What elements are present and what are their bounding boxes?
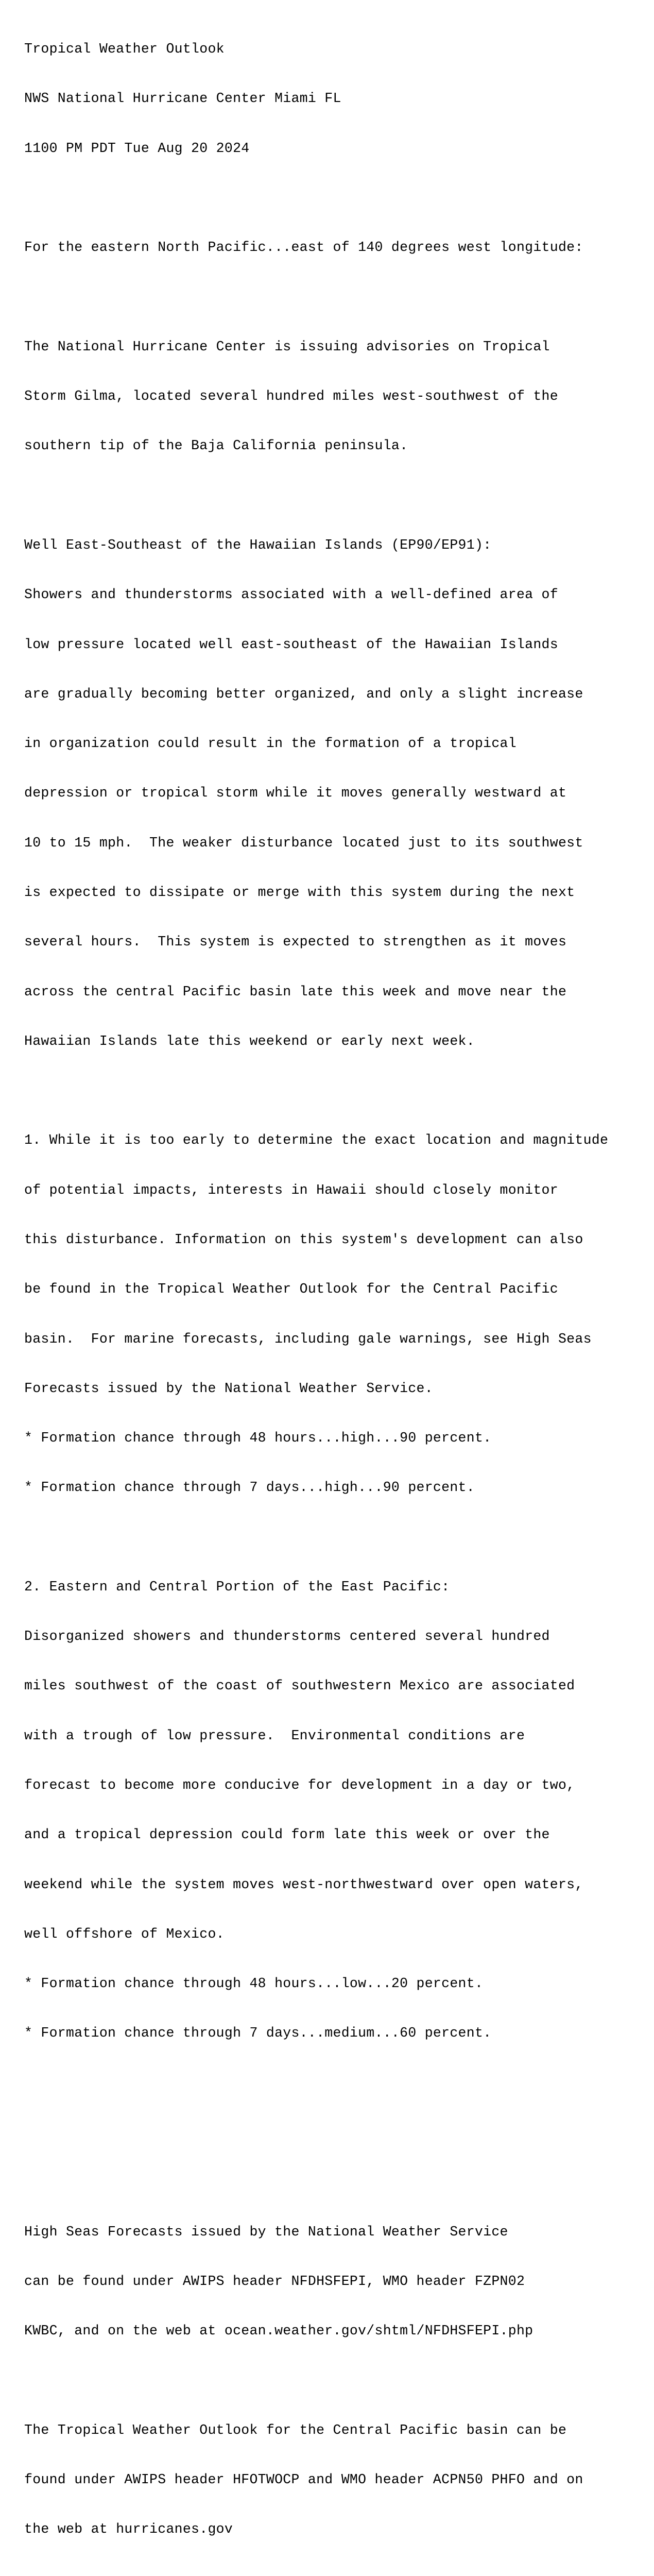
item2-line: weekend while the system moves west-northwestward over open waters, [24,1876,583,1892]
item1-line: be found in the Tropical Weather Outlook for the Central Pacific [24,1281,558,1297]
well-section-line: 10 to 15 mph. The weaker disturbance located just to its southwest [24,835,583,851]
well-section-line: depression or tropical storm while it moves generally westward at [24,785,567,801]
item2-heading: 2. Eastern and Central Portion of the East Pacific: [24,1579,450,1595]
item1-line: 1. While it is too early to determine the exact location and magnitude [24,1132,609,1148]
intro-line: Storm Gilma, located several hundred miles west-southwest of the [24,388,558,404]
well-section-line: in organization could result in the formation of a tropical [24,736,517,752]
high-seas-line: KWBC, and on the web at ocean.weather.gov/shtml/NFDHSFEPI.php [24,2323,533,2339]
central-pacific-line: the web at hurricanes.gov [24,2521,233,2537]
central-pacific-line: found under AWIPS header HFOTWOCP and WMO header ACPN50 PHFO and on [24,2471,583,2487]
item1-line: this disturbance. Information on this system's development can also [24,1231,583,1247]
well-section-line: is expected to dissipate or merge with this system during the next [24,884,575,900]
item2-line: miles southwest of the coast of southwestern Mexico are associated [24,1678,575,1694]
doc-title: Tropical Weather Outlook [24,41,225,57]
item2-line: well offshore of Mexico. [24,1926,225,1942]
well-section-line: Hawaiian Islands late this weekend or early next week. [24,1033,475,1049]
item1-line: of potential impacts, interests in Hawaii should closely monitor [24,1182,558,1198]
blank-line [24,2372,650,2388]
blank-line [24,2174,650,2190]
high-seas-line: High Seas Forecasts issued by the National Weather Service [24,2224,508,2240]
issue-time: 1100 PM PDT Tue Aug 20 2024 [24,140,250,156]
well-section-line: low pressure located well east-southeast of the Hawaiian Islands [24,636,558,652]
central-pacific-line: The Tropical Weather Outlook for the Central Pacific basin can be [24,2422,567,2438]
blank-line [24,2571,650,2576]
blank-line [24,2075,650,2091]
item2-line: and a tropical depression could form late this week or over the [24,1827,550,1843]
item1-chance-48h: * Formation chance through 48 hours...high...90 percent. [24,1430,492,1446]
well-section-line: several hours. This system is expected to strengthen as it moves [24,934,567,950]
blank-line [24,190,650,206]
well-section-line: across the central Pacific basin late this week and move near the [24,984,567,999]
item2-chance-7d: * Formation chance through 7 days...medium...60 percent. [24,2025,492,2041]
well-section-line: are gradually becoming better organized, and only a slight increase [24,686,583,702]
outlook-document [24,8,650,2576]
item1-line: basin. For marine forecasts, including gale warnings, see High Seas [24,1331,592,1347]
blank-line [24,1082,650,1099]
item2-line: Disorganized showers and thunderstorms centered several hundred [24,1629,550,1645]
item2-line: with a trough of low pressure. Environmental conditions are [24,1727,525,1743]
issuing-office: NWS National Hurricane Center Miami FL [24,91,341,107]
blank-line [24,487,650,504]
intro-line: The National Hurricane Center is issuing advisories on Tropical [24,338,550,354]
blank-line [24,1529,650,1546]
blank-line [24,289,650,306]
high-seas-line: can be found under AWIPS header NFDHSFEPI, WMO header FZPN02 [24,2273,525,2289]
blank-line [24,2124,650,2141]
well-section-line: Showers and thunderstorms associated with a well-defined area of [24,587,558,603]
item1-chance-7d: * Formation chance through 7 days...high...90 percent. [24,1480,475,1496]
region-statement: For the eastern North Pacific...east of 140 degrees west longitude: [24,240,583,256]
well-section-heading: Well East-Southeast of the Hawaiian Islands (EP90/EP91): [24,537,492,553]
item2-chance-48h: * Formation chance through 48 hours...low...20 percent. [24,1976,484,1992]
intro-line: southern tip of the Baja California peninsula. [24,438,408,454]
item2-line: forecast to become more conducive for development in a day or two, [24,1777,575,1793]
item1-line: Forecasts issued by the National Weather Service. [24,1380,433,1396]
